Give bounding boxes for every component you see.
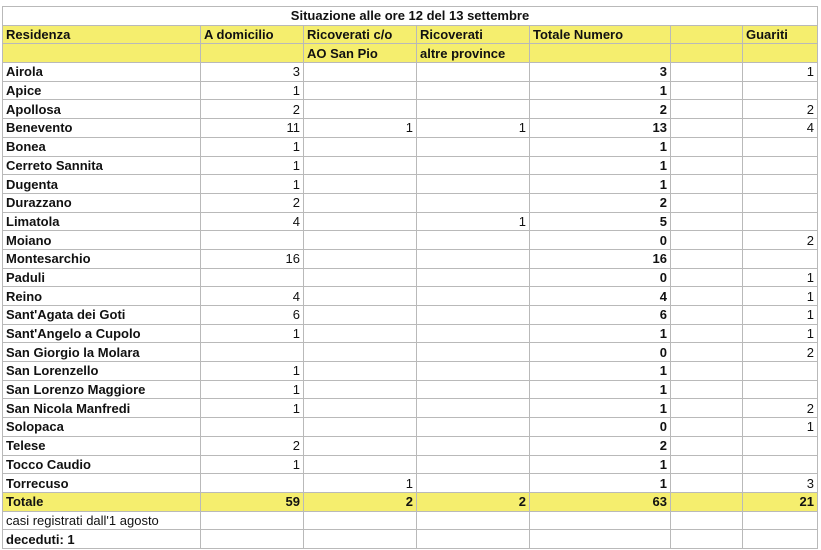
header-ricoverati-altre[interactable]: Ricoverati (417, 25, 530, 44)
cell-totale-numero[interactable]: 0 (530, 343, 671, 362)
table-row (3, 287, 818, 306)
cell-residenza[interactable]: Benevento (3, 119, 201, 138)
cell-ricoverati-altre[interactable] (417, 436, 530, 455)
cell-totale-numero[interactable]: 0 (530, 268, 671, 287)
cell-guariti[interactable] (743, 137, 818, 156)
cell-totale-numero[interactable]: 16 (530, 249, 671, 268)
cell-a-domicilio[interactable]: 1 (201, 362, 304, 381)
total-totale-numero[interactable]: 63 (530, 492, 671, 511)
note-empty-cell[interactable] (417, 511, 530, 530)
cell-residenza[interactable]: San Lorenzo Maggiore (3, 380, 201, 399)
cell-ricoverati-sanpio[interactable] (304, 306, 417, 325)
cell-residenza[interactable]: Solopaca (3, 418, 201, 437)
cell-guariti[interactable]: 2 (743, 343, 818, 362)
cell-ricoverati-altre[interactable] (417, 249, 530, 268)
header2-ricoverati-sanpio[interactable]: AO San Pio (304, 44, 417, 63)
note-empty-cell[interactable] (671, 511, 743, 530)
cell-empty[interactable] (671, 231, 743, 250)
cell-empty[interactable] (671, 249, 743, 268)
cell-residenza[interactable]: Dugenta (3, 175, 201, 194)
cell-guariti[interactable]: 2 (743, 231, 818, 250)
table-title[interactable]: Situazione alle ore 12 del 13 settembre (3, 7, 818, 26)
cell-residenza[interactable]: San Nicola Manfredi (3, 399, 201, 418)
cell-totale-numero[interactable]: 1 (530, 81, 671, 100)
cell-a-domicilio[interactable]: 2 (201, 100, 304, 119)
cell-a-domicilio[interactable]: 4 (201, 212, 304, 231)
cell-ricoverati-sanpio[interactable] (304, 418, 417, 437)
cell-guariti[interactable] (743, 193, 818, 212)
cell-guariti[interactable] (743, 249, 818, 268)
table-row (3, 193, 818, 212)
cell-empty[interactable] (671, 455, 743, 474)
table-row (3, 418, 818, 437)
note-text[interactable]: deceduti: 1 (3, 530, 201, 549)
cell-guariti[interactable] (743, 212, 818, 231)
cell-guariti[interactable] (743, 81, 818, 100)
cell-guariti[interactable]: 1 (743, 418, 818, 437)
table-row (3, 362, 818, 381)
total-empty[interactable] (671, 492, 743, 511)
header2-a-domicilio[interactable] (201, 44, 304, 63)
cell-residenza[interactable]: Reino (3, 287, 201, 306)
cell-residenza[interactable]: Cerreto Sannita (3, 156, 201, 175)
cell-ricoverati-sanpio[interactable]: 1 (304, 119, 417, 138)
cell-empty[interactable] (671, 100, 743, 119)
cell-residenza[interactable]: Telese (3, 436, 201, 455)
cell-empty[interactable] (671, 324, 743, 343)
cell-guariti[interactable]: 4 (743, 119, 818, 138)
cell-ricoverati-altre[interactable] (417, 380, 530, 399)
cell-guariti[interactable] (743, 455, 818, 474)
cell-ricoverati-altre[interactable] (417, 362, 530, 381)
cell-ricoverati-altre[interactable] (417, 474, 530, 493)
cell-a-domicilio[interactable]: 1 (201, 455, 304, 474)
note-empty-cell[interactable] (304, 511, 417, 530)
note-empty-cell[interactable] (417, 530, 530, 549)
cell-totale-numero[interactable]: 2 (530, 100, 671, 119)
table-row (3, 436, 818, 455)
cell-a-domicilio[interactable] (201, 418, 304, 437)
cell-a-domicilio[interactable]: 16 (201, 249, 304, 268)
cell-guariti[interactable]: 1 (743, 63, 818, 82)
cell-guariti[interactable] (743, 175, 818, 194)
cell-totale-numero[interactable]: 1 (530, 175, 671, 194)
cell-guariti[interactable]: 2 (743, 100, 818, 119)
note-empty-cell[interactable] (743, 530, 818, 549)
cell-empty[interactable] (671, 474, 743, 493)
cell-a-domicilio[interactable]: 3 (201, 63, 304, 82)
cell-totale-numero[interactable]: 13 (530, 119, 671, 138)
note-empty-cell[interactable] (743, 511, 818, 530)
note-empty-cell[interactable] (304, 530, 417, 549)
cell-residenza[interactable]: Limatola (3, 212, 201, 231)
cell-ricoverati-altre[interactable] (417, 231, 530, 250)
table-row (3, 137, 818, 156)
cell-residenza[interactable]: Moiano (3, 231, 201, 250)
cell-a-domicilio[interactable]: 4 (201, 287, 304, 306)
table-row (3, 175, 818, 194)
table-row (3, 63, 818, 82)
cell-guariti[interactable] (743, 380, 818, 399)
header2-empty[interactable] (671, 44, 743, 63)
table-row (3, 81, 818, 100)
header-residenza[interactable]: Residenza (3, 25, 201, 44)
cell-a-domicilio[interactable]: 6 (201, 306, 304, 325)
cell-a-domicilio[interactable]: 1 (201, 81, 304, 100)
cell-ricoverati-altre[interactable] (417, 175, 530, 194)
cell-a-domicilio[interactable]: 2 (201, 193, 304, 212)
cell-empty[interactable] (671, 212, 743, 231)
cell-ricoverati-sanpio[interactable] (304, 249, 417, 268)
cell-a-domicilio[interactable] (201, 231, 304, 250)
cell-empty[interactable] (671, 362, 743, 381)
cell-guariti[interactable]: 1 (743, 306, 818, 325)
cell-ricoverati-altre[interactable] (417, 156, 530, 175)
cell-ricoverati-sanpio[interactable] (304, 455, 417, 474)
cell-ricoverati-altre[interactable] (417, 306, 530, 325)
cell-a-domicilio[interactable] (201, 474, 304, 493)
total-a-domicilio[interactable]: 59 (201, 492, 304, 511)
table-row (3, 380, 818, 399)
cell-empty[interactable] (671, 436, 743, 455)
table-row (3, 100, 818, 119)
cell-totale-numero[interactable]: 1 (530, 137, 671, 156)
header-row-1 (3, 25, 818, 44)
table-row (3, 306, 818, 325)
cell-residenza[interactable]: Montesarchio (3, 249, 201, 268)
table-row (3, 119, 818, 138)
header-a-domicilio[interactable]: A domicilio (201, 25, 304, 44)
cell-ricoverati-sanpio[interactable] (304, 193, 417, 212)
header-guariti[interactable]: Guariti (743, 25, 818, 44)
cell-ricoverati-altre[interactable]: 1 (417, 119, 530, 138)
cell-empty[interactable] (671, 63, 743, 82)
cell-ricoverati-sanpio[interactable] (304, 268, 417, 287)
cell-residenza[interactable]: Airola (3, 63, 201, 82)
total-guariti[interactable]: 21 (743, 492, 818, 511)
header-row-2 (3, 44, 818, 63)
cell-ricoverati-sanpio[interactable] (304, 81, 417, 100)
total-ricoverati-sanpio[interactable]: 2 (304, 492, 417, 511)
table-row (3, 156, 818, 175)
cell-residenza[interactable]: San Lorenzello (3, 362, 201, 381)
cell-a-domicilio[interactable]: 1 (201, 156, 304, 175)
cell-ricoverati-sanpio[interactable] (304, 343, 417, 362)
table-row (3, 343, 818, 362)
cell-totale-numero[interactable]: 1 (530, 474, 671, 493)
note-empty-cell[interactable] (530, 530, 671, 549)
table-row (3, 474, 818, 493)
cell-empty[interactable] (671, 156, 743, 175)
cell-guariti[interactable]: 2 (743, 399, 818, 418)
cell-ricoverati-sanpio[interactable] (304, 436, 417, 455)
cell-a-domicilio[interactable]: 1 (201, 399, 304, 418)
table-row (3, 249, 818, 268)
table-row (3, 324, 818, 343)
cell-ricoverati-sanpio[interactable] (304, 137, 417, 156)
header-ricoverati-sanpio[interactable]: Ricoverati c/o (304, 25, 417, 44)
cell-guariti[interactable]: 3 (743, 474, 818, 493)
cell-ricoverati-sanpio[interactable] (304, 63, 417, 82)
note-empty-cell[interactable] (530, 511, 671, 530)
cell-residenza[interactable]: Bonea (3, 137, 201, 156)
cell-ricoverati-altre[interactable] (417, 81, 530, 100)
title-row (3, 7, 818, 26)
cell-guariti[interactable]: 1 (743, 268, 818, 287)
cell-ricoverati-sanpio[interactable] (304, 175, 417, 194)
cell-ricoverati-sanpio[interactable]: 1 (304, 474, 417, 493)
cell-totale-numero[interactable]: 1 (530, 399, 671, 418)
table-row (3, 231, 818, 250)
note-empty-cell[interactable] (201, 511, 304, 530)
cell-empty[interactable] (671, 380, 743, 399)
cell-residenza[interactable]: Apollosa (3, 100, 201, 119)
cell-totale-numero[interactable]: 6 (530, 306, 671, 325)
cell-ricoverati-sanpio[interactable] (304, 287, 417, 306)
cell-ricoverati-sanpio[interactable] (304, 100, 417, 119)
cell-a-domicilio[interactable]: 1 (201, 380, 304, 399)
cell-guariti[interactable] (743, 362, 818, 381)
cell-ricoverati-sanpio[interactable] (304, 212, 417, 231)
cell-ricoverati-sanpio[interactable] (304, 362, 417, 381)
cell-a-domicilio[interactable]: 11 (201, 119, 304, 138)
cell-empty[interactable] (671, 399, 743, 418)
cell-totale-numero[interactable]: 0 (530, 231, 671, 250)
cell-residenza[interactable]: Torrecuso (3, 474, 201, 493)
cell-totale-numero[interactable]: 1 (530, 324, 671, 343)
header2-totale-numero[interactable] (530, 44, 671, 63)
total-ricoverati-altre[interactable]: 2 (417, 492, 530, 511)
cell-totale-numero[interactable]: 1 (530, 380, 671, 399)
cell-totale-numero[interactable]: 5 (530, 212, 671, 231)
table-row (3, 268, 818, 287)
note-empty-cell[interactable] (671, 530, 743, 549)
cell-residenza[interactable]: Sant'Agata dei Goti (3, 306, 201, 325)
cell-residenza[interactable]: San Giorgio la Molara (3, 343, 201, 362)
cell-guariti[interactable]: 1 (743, 287, 818, 306)
cell-ricoverati-altre[interactable] (417, 343, 530, 362)
cell-ricoverati-altre[interactable] (417, 63, 530, 82)
cell-residenza[interactable]: Sant'Angelo a Cupolo (3, 324, 201, 343)
cell-residenza[interactable]: Durazzano (3, 193, 201, 212)
cell-ricoverati-altre[interactable] (417, 324, 530, 343)
cell-totale-numero[interactable]: 4 (530, 287, 671, 306)
cell-empty[interactable] (671, 193, 743, 212)
cell-totale-numero[interactable]: 1 (530, 156, 671, 175)
cell-empty[interactable] (671, 343, 743, 362)
cell-ricoverati-altre[interactable] (417, 287, 530, 306)
cell-ricoverati-sanpio[interactable] (304, 324, 417, 343)
cell-residenza[interactable]: Paduli (3, 268, 201, 287)
cell-guariti[interactable] (743, 436, 818, 455)
header-totale-numero[interactable]: Totale Numero (530, 25, 671, 44)
note-empty-cell[interactable] (201, 530, 304, 549)
cell-residenza[interactable]: Tocco Caudio (3, 455, 201, 474)
note-row (3, 530, 818, 549)
cell-ricoverati-altre[interactable] (417, 455, 530, 474)
covid-table (2, 6, 818, 549)
cell-ricoverati-altre[interactable] (417, 399, 530, 418)
cell-empty[interactable] (671, 418, 743, 437)
cell-empty[interactable] (671, 81, 743, 100)
cell-a-domicilio[interactable]: 1 (201, 137, 304, 156)
cell-ricoverati-altre[interactable] (417, 268, 530, 287)
cell-a-domicilio[interactable]: 1 (201, 324, 304, 343)
cell-totale-numero[interactable]: 1 (530, 455, 671, 474)
note-row (3, 511, 818, 530)
cell-a-domicilio[interactable] (201, 343, 304, 362)
cell-totale-numero[interactable]: 2 (530, 193, 671, 212)
cell-guariti[interactable]: 1 (743, 324, 818, 343)
cell-empty[interactable] (671, 175, 743, 194)
cell-empty[interactable] (671, 268, 743, 287)
cell-ricoverati-altre[interactable] (417, 100, 530, 119)
cell-totale-numero[interactable]: 0 (530, 418, 671, 437)
cell-ricoverati-altre[interactable]: 1 (417, 212, 530, 231)
cell-a-domicilio[interactable] (201, 268, 304, 287)
cell-empty[interactable] (671, 306, 743, 325)
cell-ricoverati-altre[interactable] (417, 137, 530, 156)
table-row (3, 212, 818, 231)
cell-a-domicilio[interactable]: 1 (201, 175, 304, 194)
header2-guariti[interactable] (743, 44, 818, 63)
total-label[interactable]: Totale (3, 492, 201, 511)
header2-ricoverati-altre[interactable]: altre province (417, 44, 530, 63)
note-text[interactable]: casi registrati dall'1 agosto (3, 511, 201, 530)
cell-ricoverati-sanpio[interactable] (304, 399, 417, 418)
total-row (3, 492, 818, 511)
cell-totale-numero[interactable]: 1 (530, 362, 671, 381)
cell-empty[interactable] (671, 137, 743, 156)
cell-totale-numero[interactable]: 3 (530, 63, 671, 82)
cell-ricoverati-sanpio[interactable] (304, 231, 417, 250)
cell-ricoverati-sanpio[interactable] (304, 156, 417, 175)
cell-a-domicilio[interactable]: 2 (201, 436, 304, 455)
cell-residenza[interactable]: Apice (3, 81, 201, 100)
cell-totale-numero[interactable]: 2 (530, 436, 671, 455)
header2-residenza[interactable] (3, 44, 201, 63)
table-row (3, 455, 818, 474)
cell-guariti[interactable] (743, 156, 818, 175)
table-row (3, 399, 818, 418)
cell-empty[interactable] (671, 119, 743, 138)
header-empty[interactable] (671, 25, 743, 44)
cell-ricoverati-altre[interactable] (417, 193, 530, 212)
cell-empty[interactable] (671, 287, 743, 306)
cell-ricoverati-altre[interactable] (417, 418, 530, 437)
cell-ricoverati-sanpio[interactable] (304, 380, 417, 399)
